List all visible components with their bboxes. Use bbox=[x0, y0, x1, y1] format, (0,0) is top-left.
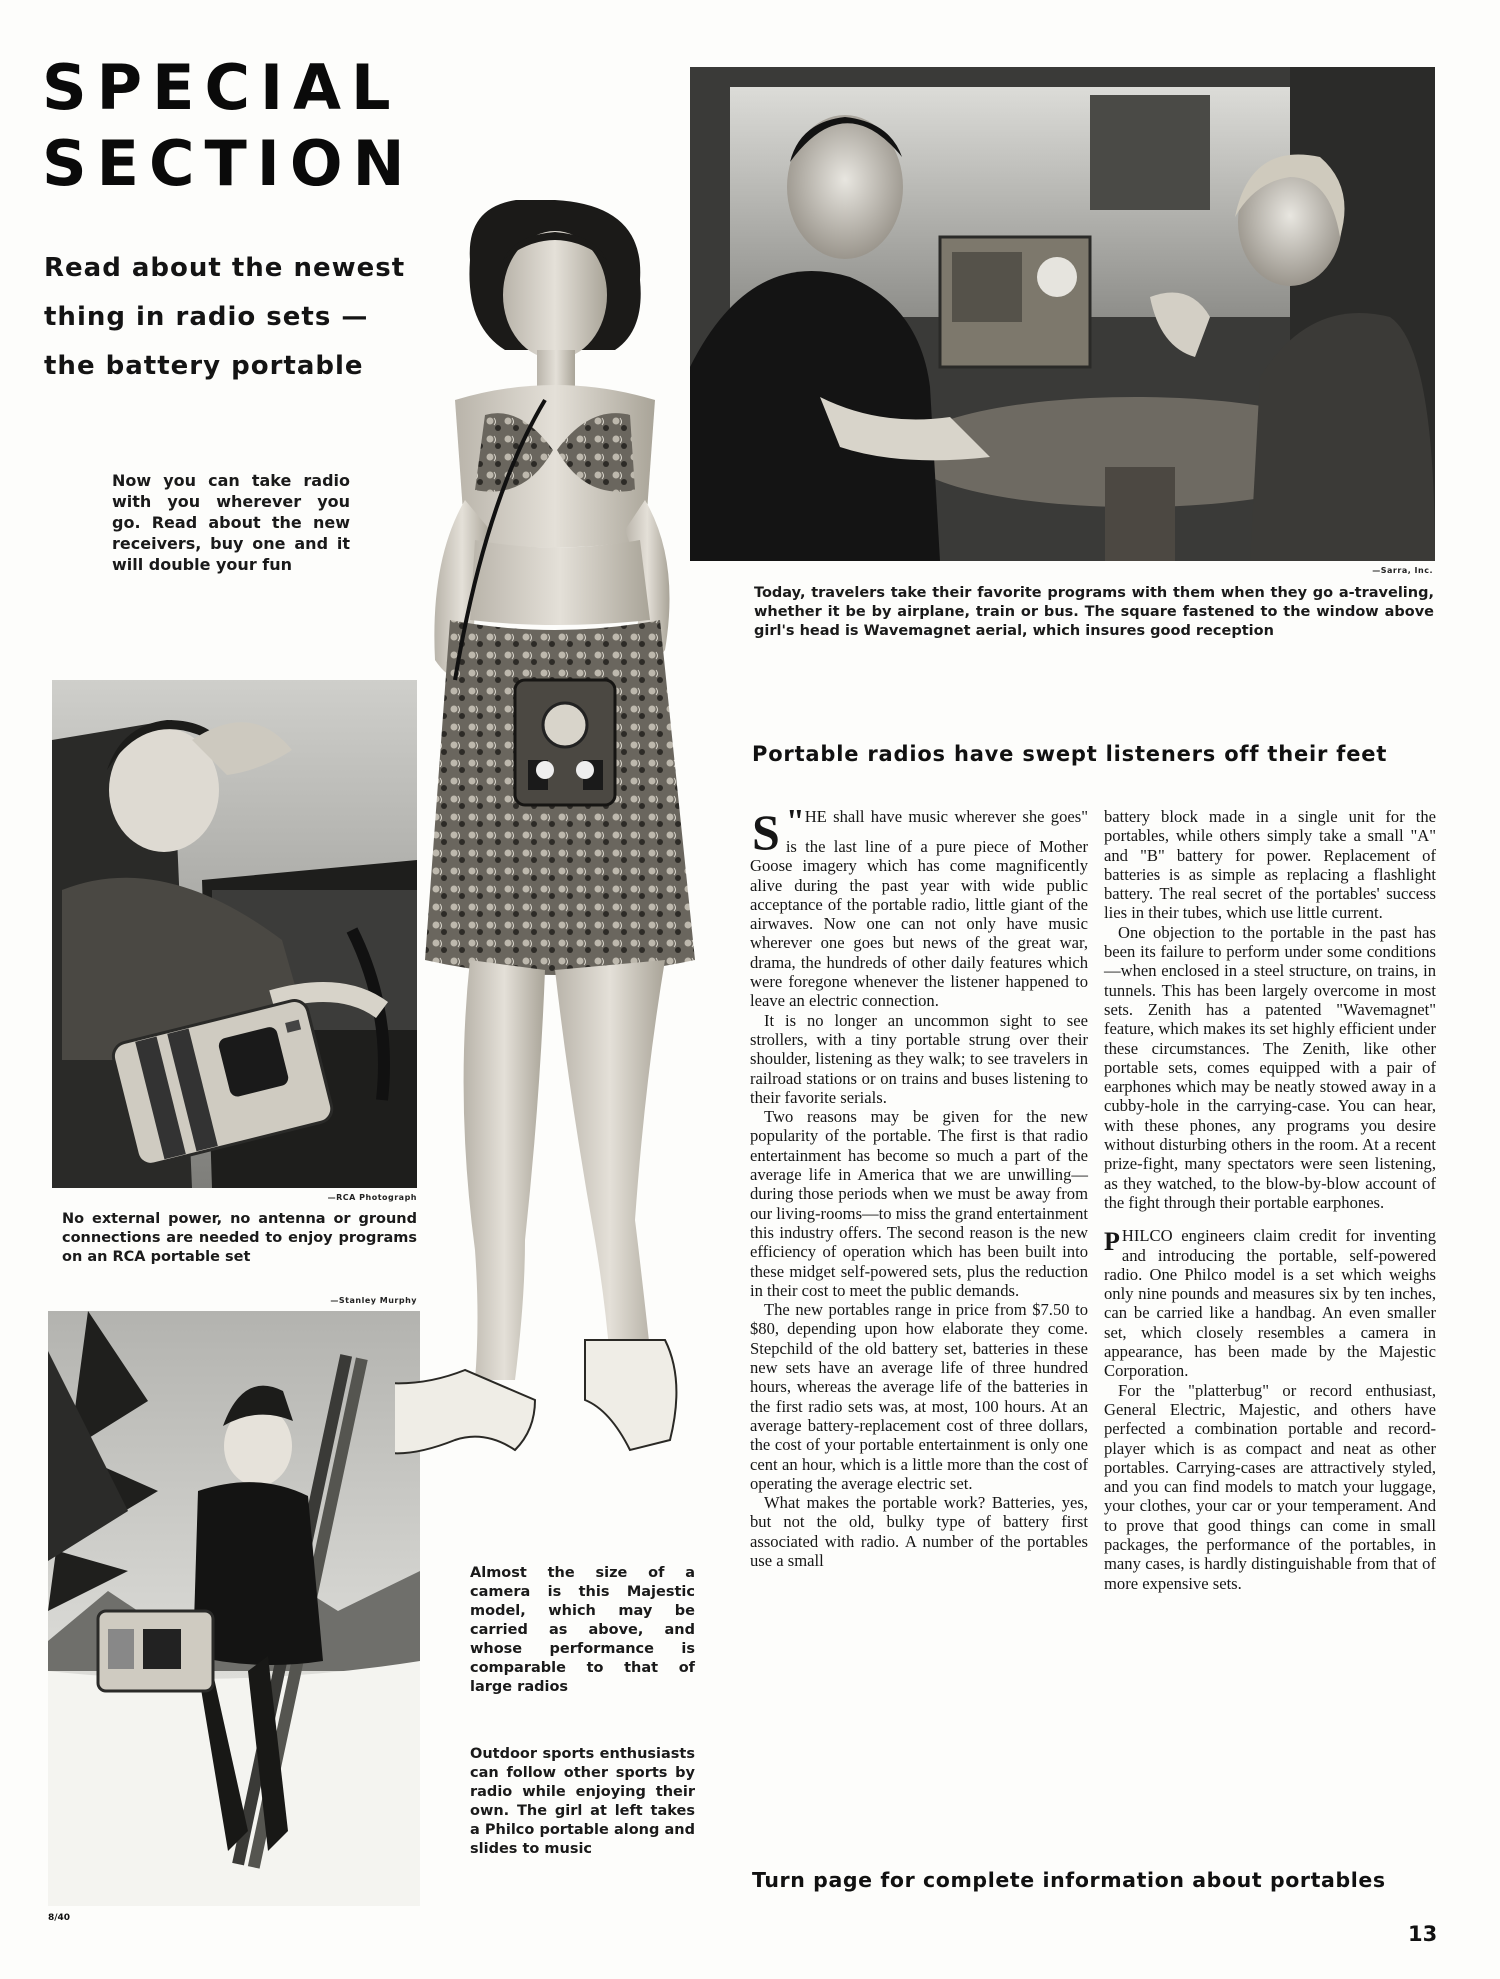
travelers-photo-credit: —Sarra, Inc. bbox=[1372, 566, 1433, 575]
car-photo-credit: —RCA Photograph bbox=[327, 1193, 417, 1202]
article-column-2 bbox=[1104, 807, 1436, 1593]
intro-blurb: Now you can take radio with you wherever you go. Read about the new receivers, buy one and it will double your fun bbox=[112, 471, 350, 574]
article-text: HILCO engineers claim credit for inventing and introducing the portable, self-powered radio. One Philco model is a set which weighs only nine pounds and measures six by ten inches, can be carried like a handbag. An even smaller set, which closely resembles a camera in appearance, has been made by the Majestic Corporation. bbox=[1104, 1226, 1436, 1381]
drop-cap: S bbox=[752, 804, 780, 860]
article-text: HE shall have music wherever she goes" is the last line of a pure piece of Mother Goose imagery which has come magnificently alive during the past year with wide public acceptance of the portable radio, little giant of the airwaves. Now one can not only have music wherever one goes but news of the great war, drama, the hundreds of other daily features which were foregone whenever the listener happened to leave an electric connection. bbox=[750, 807, 1088, 1011]
article-paragraph: One objection to the portable in the past has been its failure to perform under some conditions—when enclosed in a steel structure, on trains, in tunnels. This has been largely overcome in most sets. Zenith has a patented "Wavemagnet" feature, which makes its set highly efficient under these circumstances. The Zenith, like other portable sets, comes equipped with a pair of earphones which may be neatly stowed away in a cubby-hole in the carrying-case. You can hear, with these phones, any programs you desire without disturbing others in the room. At a recent prize-fight, many spectators were seen listening, as they watched, to the blow-by-blow account of the fight through their portable earphones. bbox=[1104, 922, 1436, 1212]
article-paragraph: For the "platterbug" or record enthusiast, General Electric, Majestic, and others have perfected a combination portable and record-player which is as compact and neat as other portables. Carrying-cases are attractively styled, and you can find models to match your luggage, your clothes, your car or your temperament. And to prove that good things can come in small packages, the performance of the portables, in many cases, is hardly distinguishable from that of more expensive sets. bbox=[1104, 1380, 1436, 1593]
section-subtitle-line1: Read about the newest bbox=[44, 253, 406, 283]
article-paragraph: Two reasons may be given for the new popularity of the portable. The first is that radio entertainment has become so much a part of the average life in America that we are unwilling—during those periods when we must be away from our living-rooms—to miss the grand entertainment this industry offers. The second reason is the new efficiency of operation which has been built into these midget self-powered sets, plus the reduction in their cost to meet the public demands. bbox=[750, 1107, 1088, 1300]
section-title bbox=[42, 50, 442, 202]
section-subtitle-line2: thing in radio sets — bbox=[44, 302, 369, 332]
section-subtitle-line3: the battery portable bbox=[44, 351, 364, 381]
article-paragraph: battery block made in a single unit for the portables, while others simply take a small "A" and "B" battery for power. Replacement of batteries is as simple as replacing a flashlight battery. The real secret of the portables' success lies in their tubes, which use little current. bbox=[1104, 807, 1436, 923]
skier-photo-caption: Outdoor sports enthusiasts can follow other sports by radio while enjoying their own. The girl at left takes a Philco portable along and slides to music bbox=[470, 1746, 695, 1857]
section-title-line1: SPECIAL bbox=[42, 51, 401, 124]
opening-quote-mark: " bbox=[785, 803, 805, 840]
article-column-1 bbox=[750, 803, 1088, 1570]
travelers-photo-caption: Today, travelers take their favorite programs with them when they go a-traveling, whether it be by airplane, train or bus. The square fastened to the window above girl's head is Wavemagnet aerial, which insures good reception bbox=[754, 585, 1434, 639]
section-title-line2: SECTION bbox=[42, 127, 415, 200]
article-paragraph: What makes the portable work? Batteries, yes, but not the old, bulky type of battery first associated with radio. A number of the portables use a small bbox=[750, 1493, 1088, 1570]
skier-photo-credit: —Stanley Murphy bbox=[330, 1296, 417, 1305]
article-paragraph bbox=[750, 803, 1088, 1011]
car-photo-caption: No external power, no antenna or ground connections are needed to enjoy programs on an RCA portable set bbox=[62, 1211, 417, 1265]
turn-page-teaser: Turn page for complete information about portables bbox=[752, 1868, 1386, 1892]
camera-radio-caption: Almost the size of a camera is this Majestic model, which may be carried as above, and whose performance is comparable to that of large radios bbox=[470, 1565, 695, 1695]
article-heading: Portable radios have swept listeners off their feet bbox=[752, 742, 1388, 766]
travelers-photo bbox=[690, 67, 1435, 561]
page-number: 13 bbox=[1408, 1922, 1438, 1946]
drop-cap: P bbox=[1104, 1227, 1120, 1257]
skier-photo bbox=[48, 1311, 420, 1906]
section-subtitle bbox=[44, 244, 424, 391]
article-paragraph: The new portables range in price from $7.50 to $80, depending upon how elaborate they come. Stepchild of the old battery set, batteries in these new sets have an average life of three hundred hours, whereas the average life of the batteries in the first radio sets was, at most, 100 hours. At an average battery-replacement cost of three dollars, the cost of your portable entertainment is only one cent an hour, which is a little more than the cost of operating the average electric set. bbox=[750, 1300, 1088, 1493]
car-photo bbox=[52, 680, 417, 1188]
article-paragraph bbox=[1104, 1226, 1436, 1380]
article-paragraph: It is no longer an uncommon sight to see strollers, with a tiny portable strung over their shoulder, listening as they walk; to see travelers in railroad stations or on trains and buses listening to their favorite serials. bbox=[750, 1010, 1088, 1107]
camera-radio-girl-photo bbox=[395, 200, 705, 1545]
issue-mark: 8/40 bbox=[48, 1913, 71, 1923]
